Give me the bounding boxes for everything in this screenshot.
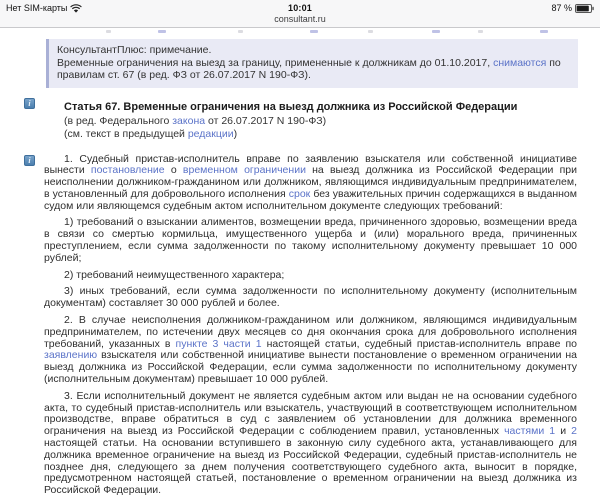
battery-percent-label: 87 %: [551, 3, 572, 13]
text-segment: и: [555, 425, 571, 437]
consultant-note-box: [46, 39, 578, 88]
text-segment: настоящей статьи. На основании вступившего в законную силу судебного акта, устанавливающего для должника временное ограничение на выезд из Российской Федерации, судебный пристав-исполнитель не позднее дня, следующего за днем получения соответствующего судебного акта, выносит в порядке, предусмотренном настоящей статьей, постановление о временном ограничении на выезд должника из Российской Федерации.: [44, 437, 577, 496]
address-bar[interactable]: consultant.ru: [0, 14, 600, 24]
battery-icon: [575, 4, 594, 13]
carrier-label: Нет SIM-карты: [6, 3, 67, 13]
text-segment: (в ред. Федерального: [64, 115, 172, 127]
paragraph-2: [44, 315, 577, 386]
subitem-1: [44, 217, 577, 264]
text-segment: 2. В случае неисполнения должником-гражданином или должником, являющимся индивидуальным предпринимателем, по истечении двух месяцев со дня окончания срока для добровольного исполнения требований, указанных в: [44, 314, 577, 350]
battery-status: [551, 3, 594, 13]
inline-link[interactable]: пункте 3 части 1: [176, 338, 262, 350]
text-segment: по правилам ст. 67 (в ред. ФЗ от 26.07.2017 N 190-ФЗ).: [57, 57, 561, 82]
inline-link[interactable]: закона: [172, 115, 205, 127]
subitem-3: [44, 286, 577, 310]
article-body: [44, 154, 577, 497]
inline-link[interactable]: временном ограничении: [183, 164, 306, 176]
article-67: [44, 97, 577, 497]
inline-link[interactable]: 2: [571, 425, 577, 437]
text-segment: 3. Если исполнительный документ не является судебным актом или выдан не на основании судебного акта, то судебный пристав-исполнитель или взыскатель, участвующий в соответствующем исполнительном производстве, вправе обратиться в суд с заявлением об установлении для должника временного ограничения на выезд из Российской Федерации с соблюдением правил, установленных: [44, 390, 577, 437]
note-body: [57, 57, 569, 82]
note-title: КонсультантПлюс: примечание.: [57, 44, 569, 57]
info-icon[interactable]: i: [24, 98, 35, 109]
paragraph-1: [44, 154, 577, 213]
text-segment: (см. текст в предыдущей: [64, 128, 188, 140]
text-segment: взыскателя или собственной инициативе вынести постановление о временном ограничении на выезд должника из Российской Федерации, если сумма задолженности по исполнительному документу (исполнительным документам) превышает 10 000 рублей.: [44, 349, 577, 385]
article-title: Статья 67. Временные ограничения на выезд должника из Российской Федерации: [64, 101, 517, 113]
inline-link[interactable]: частями 1: [504, 425, 555, 437]
inline-link[interactable]: заявлению: [44, 349, 97, 361]
text-segment: ): [234, 128, 238, 140]
text-segment: 1) требований о взыскании алиментов, возмещении вреда, причиненного здоровью, возмещении вреда в связи со смертью кормильца, имущественного ущерба и (или) морального вреда, причиненных преступлением, если сумма задолженности по такому исполнительному документу превышает 10 000 рублей;: [44, 216, 577, 263]
previous-edition-note: [44, 128, 577, 141]
text-segment: на выезд должника из Российской Федерации при неисполнении должником-гражданином или должником, являющимся индивидуальным предпринимателем, в установленный для добровольного исполнения: [44, 164, 577, 200]
clipped-content-row: [0, 28, 600, 35]
inline-link[interactable]: редакции: [188, 128, 234, 140]
clock: 10:01: [0, 3, 600, 13]
info-icon[interactable]: i: [24, 155, 35, 166]
browser-chrome: [0, 0, 600, 28]
text-segment: 1. Судебный пристав-исполнитель вправе по заявлению взыскателя или собственной инициативе вынести: [44, 153, 577, 177]
text-segment: 2) требований неимущественного характера;: [64, 269, 284, 281]
text-segment: от 26.07.2017 N 190-ФЗ): [205, 115, 326, 127]
inline-link[interactable]: постановление: [91, 164, 165, 176]
text-segment: 3) иных требований, если сумма задолженности по исполнительному документу (исполнительным документам) составляет 30 000 рублей и более.: [44, 285, 577, 309]
article-title-row: [44, 97, 577, 115]
inline-link[interactable]: снимаются: [493, 57, 546, 69]
inline-link[interactable]: срок: [289, 188, 311, 200]
text-segment: без уважительных причин содержащихся в выданном судом или являющемся судебным актом исполнительном документе следующих требований:: [44, 188, 577, 212]
subitem-2: [44, 270, 577, 282]
amendment-note: [44, 115, 577, 128]
paragraph-3: [44, 391, 577, 497]
text-segment: Временные ограничения на выезд за границу, примененные к должникам до 01.10.2017,: [57, 57, 493, 69]
text-segment: о: [165, 164, 183, 176]
text-segment: настоящей статьи, судебный пристав-исполнитель вправе по: [262, 338, 577, 350]
